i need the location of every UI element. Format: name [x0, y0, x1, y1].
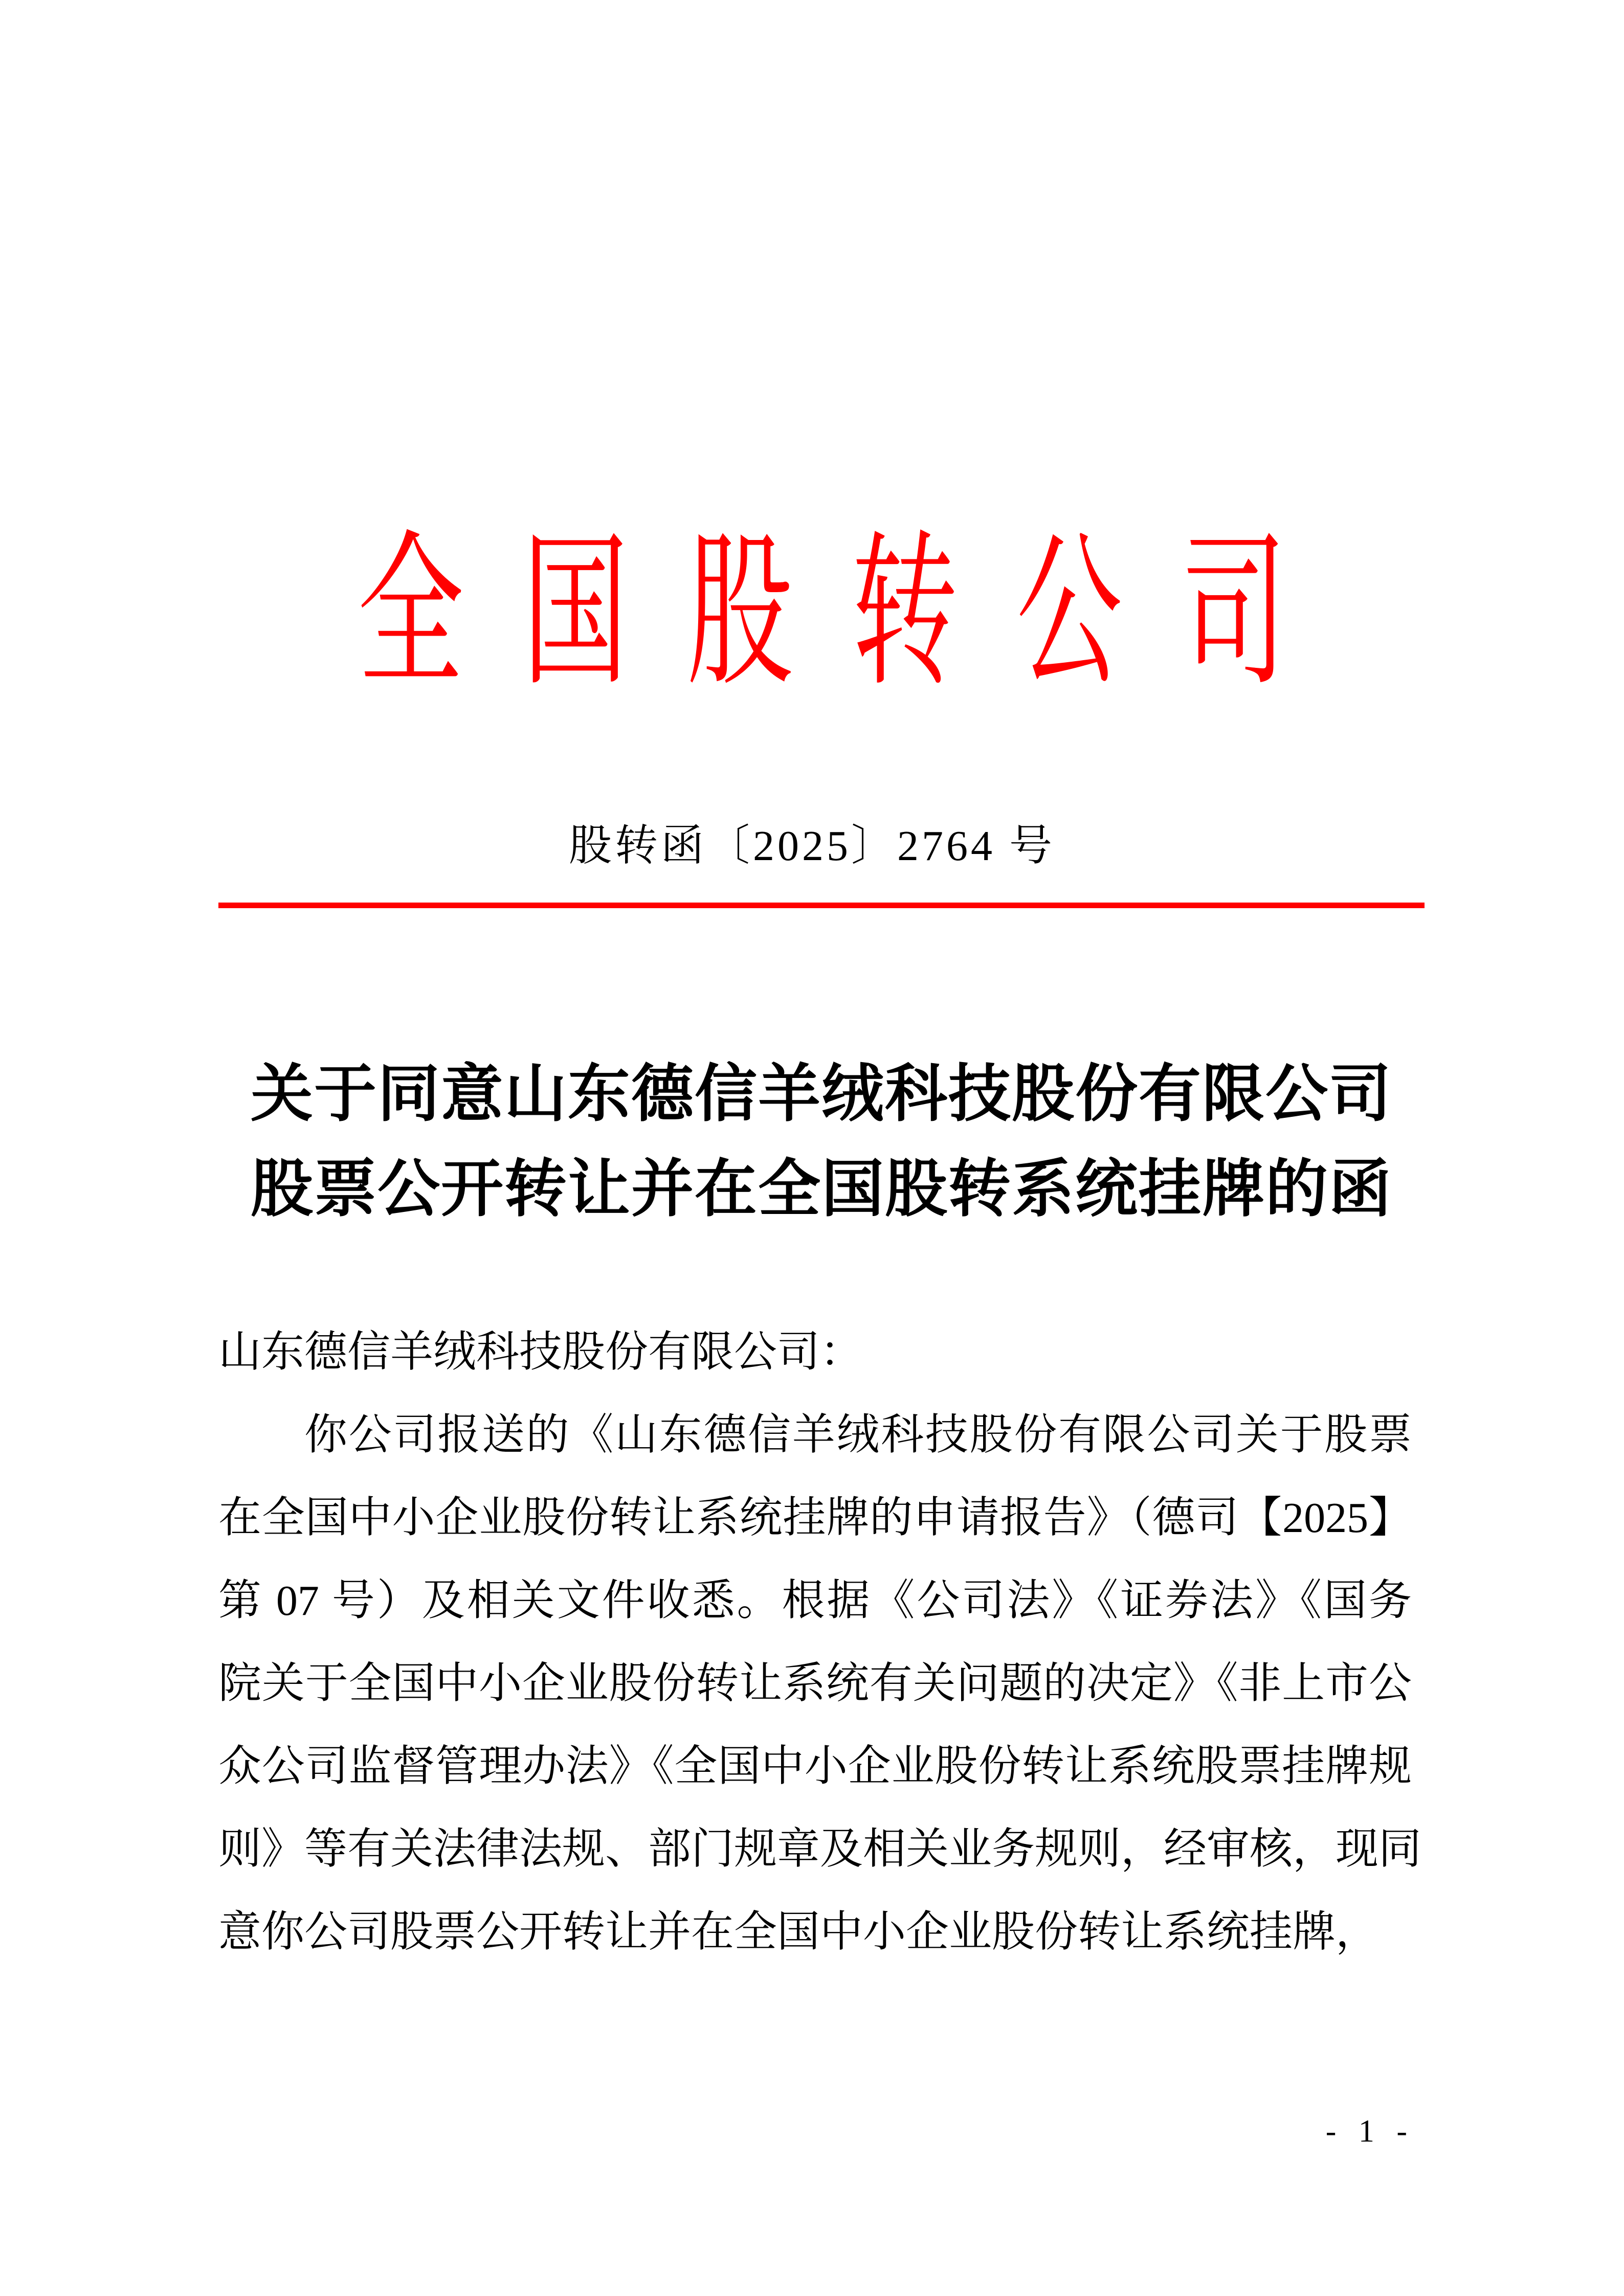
- doc-number-row: [0, 818, 1624, 886]
- salutation-line: 山东德信羊绒科技股份有限公司：: [218, 1329, 863, 1376]
- body-line: 院关于全国中小企业股份转让系统有关问题的决定》《非上市公: [218, 1660, 1412, 1707]
- body-line: 第 07 号）及相关文件收悉。根据《公司法》《证券法》《国务: [218, 1577, 1412, 1625]
- body-line: 则》等有关法律法规、部门规章及相关业务规则，经审核，现同: [218, 1826, 1422, 1873]
- page-number: - 1 -: [1325, 2114, 1414, 2149]
- body-line: 你公司报送的《山东德信羊绒科技股份有限公司关于股票: [304, 1411, 1412, 1459]
- red-separator-line: [218, 903, 1425, 908]
- doc-reference-number: 股转函〔2025〕2764 号: [568, 822, 1055, 870]
- body-line: 众公司监督管理办法》《全国中小企业股份转让系统股票挂牌规: [218, 1743, 1412, 1790]
- letterhead-issuer-name: 全国股转公司: [358, 521, 1346, 706]
- document-title-line-1: 关于同意山东德信羊绒科技股份有限公司: [251, 1060, 1392, 1129]
- body-line: 在全国中小企业股份转让系统挂牌的申请报告》（德司【2025】: [218, 1494, 1412, 1542]
- body-line: 意你公司股票公开转让并在全国中小企业股份转让系统挂牌，: [218, 1908, 1379, 1956]
- body-text: [218, 1311, 1422, 1974]
- letterhead: [0, 521, 1624, 747]
- document-title-line-2: 股票公开转让并在全国股转系统挂牌的函: [251, 1155, 1392, 1224]
- document-title: [218, 1047, 1425, 1237]
